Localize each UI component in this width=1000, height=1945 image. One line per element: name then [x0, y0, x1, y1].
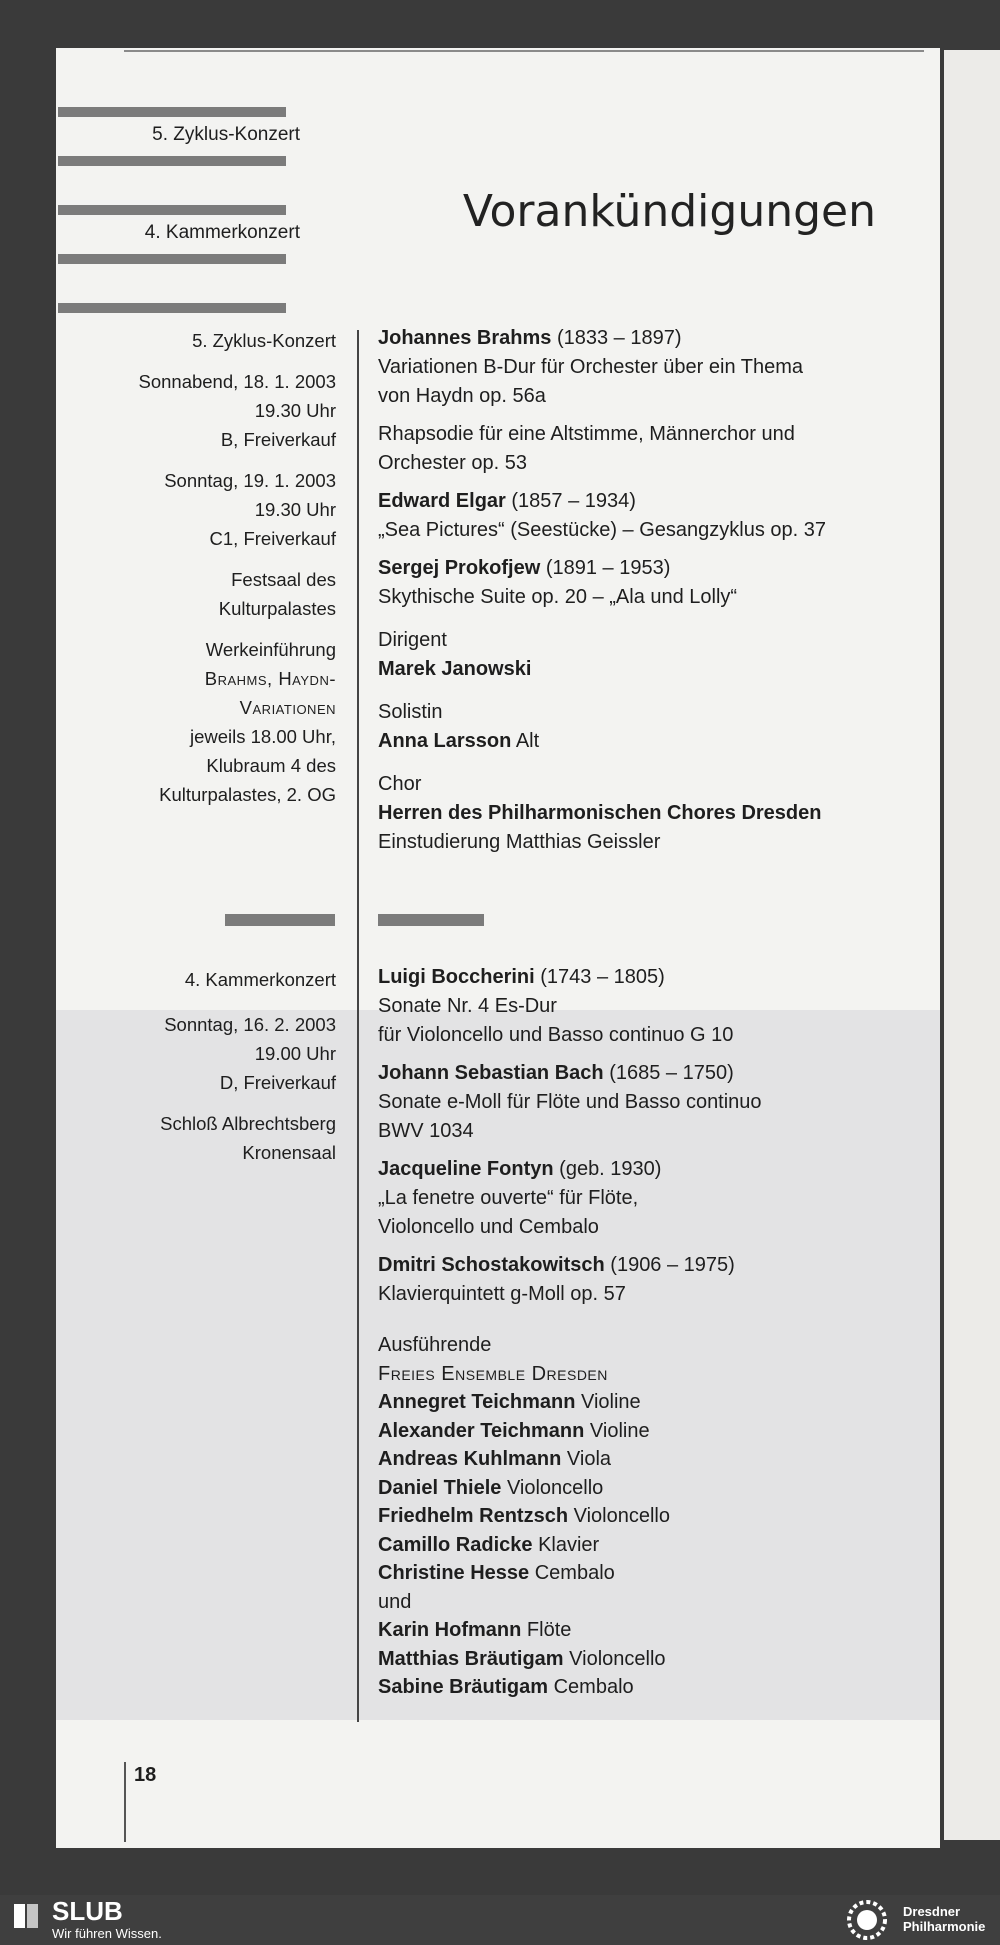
intro-text: jeweils 18.00 Uhr,: [189, 726, 336, 747]
composer-name: Luigi Boccherini: [378, 966, 535, 988]
choir-name: Herren des Philharmonischen Chores Dresden: [378, 802, 822, 824]
composer-dates: (1906 – 1975): [610, 1254, 735, 1276]
tab-label-zyklus: 5. Zyklus-Konzert: [152, 124, 300, 145]
series-label: 4. Kammerkonzert: [184, 969, 336, 990]
top-rule: [124, 50, 924, 52]
work-title: „Sea Pictures“ (Seestücke) – Gesangzyklus op. 37: [378, 519, 826, 541]
musician-name: Camillo Radicke: [378, 1533, 533, 1556]
work-title: Orchester op. 53: [378, 452, 527, 474]
logo-line: Philharmonie: [903, 1919, 986, 1934]
work-title: Violoncello und Cembalo: [378, 1216, 599, 1238]
composer-dates: (geb. 1930): [559, 1158, 662, 1180]
ticket-text: B, Freiverkauf: [220, 429, 336, 450]
musician-name: Christine Hesse: [378, 1562, 530, 1584]
intro-text: Kulturpalastes, 2. OG: [159, 784, 336, 805]
composer-dates: (1891 – 1953): [545, 557, 671, 579]
musician-instrument: Violoncello: [573, 1505, 670, 1527]
role-label: Ausführende: [378, 1334, 492, 1356]
time-text: 19.30 Uhr: [254, 499, 336, 520]
composer-name: Edward Elgar: [378, 490, 506, 512]
intro-text: Werkeinführung: [205, 639, 336, 660]
conductor-name: Marek Janowski: [378, 658, 532, 680]
composer-dates: (1685 – 1750): [609, 1062, 734, 1084]
musician-instrument: Violine: [581, 1391, 641, 1413]
work-title: „La fenetre ouverte“ für Flöte,: [378, 1187, 639, 1209]
guest-instrument: Violoncello: [569, 1647, 666, 1670]
concert2-info: [36, 965, 336, 1179]
guest-instrument: Flöte: [526, 1619, 572, 1641]
work-title: Skythische Suite op. 20 – „Ala und Lolly“: [378, 586, 738, 608]
section-separator: [225, 914, 335, 926]
musician-instrument: Violine: [589, 1419, 650, 1442]
date-text: Sonnabend, 18. 1. 2003: [138, 371, 336, 392]
venue-text: Kronensaal: [242, 1142, 336, 1163]
intro-text: Klubraum 4 des: [206, 755, 336, 776]
musician-name: Andreas Kuhlmann: [378, 1448, 562, 1470]
guest-name: Matthias Bräutigam: [378, 1647, 564, 1670]
intro-text: Variationen: [239, 697, 336, 718]
section-separator: [378, 914, 484, 926]
musician-name: Daniel Thiele: [378, 1476, 502, 1499]
choir-director: Einstudierung Matthias Geissler: [378, 831, 661, 853]
page-number: 18: [134, 1764, 157, 1786]
facing-page-edge: [944, 50, 1000, 1840]
and-text: und: [378, 1590, 412, 1613]
work-title: Rhapsodie für eine Altstimme, Männerchor und: [378, 423, 795, 445]
date-text: Sonntag, 16. 2. 2003: [164, 1014, 336, 1035]
series-label: 5. Zyklus-Konzert: [192, 330, 336, 351]
ticket-text: C1, Freiverkauf: [209, 528, 336, 549]
work-title: Klavierquintett g-Moll op. 57: [378, 1283, 626, 1305]
slub-logo-text: SLUB: [52, 1896, 123, 1926]
work-title: BWV 1034: [378, 1120, 474, 1142]
composer-name: Johannes Brahms: [378, 327, 552, 349]
philharmonie-logo-icon: [842, 1900, 892, 1940]
voice-type: Alt: [515, 730, 540, 752]
musician-name: Alexander Teichmann: [378, 1419, 585, 1442]
work-title: für Violoncello und Basso continuo G 10: [378, 1024, 734, 1046]
role-label: Dirigent: [378, 629, 447, 651]
musician-name: Friedhelm Rentzsch: [378, 1505, 569, 1527]
column-divider: [357, 330, 359, 1722]
tab-stripe: [58, 303, 286, 313]
composer-name: Jacqueline Fontyn: [378, 1158, 554, 1180]
tab-stripe: [58, 205, 286, 215]
venue-text: Kulturpalastes: [218, 598, 336, 619]
role-label: Solistin: [378, 701, 443, 723]
guest-name: Karin Hofmann: [378, 1619, 522, 1641]
musician-instrument: Violoncello: [506, 1476, 604, 1499]
slub-logo-icon: [12, 1902, 40, 1930]
musician-instrument: Viola: [566, 1448, 612, 1470]
philharmonie-logo-text: [903, 1904, 985, 1934]
ensemble-name: Freies Ensemble Dresden: [378, 1362, 608, 1385]
ticket-text: D, Freiverkauf: [219, 1072, 336, 1093]
composer-dates: (1833 – 1897): [556, 327, 682, 349]
tab-stripe: [58, 254, 286, 264]
page-number-rule: [124, 1762, 126, 1842]
guest-name: Sabine Bräutigam: [378, 1676, 549, 1698]
venue-text: Schloß Albrechtsberg: [160, 1113, 336, 1134]
work-title: von Haydn op. 56a: [378, 385, 546, 407]
intro-text: Brahms, Haydn-: [204, 668, 336, 689]
musician-name: Annegret Teichmann: [378, 1391, 576, 1413]
musician-instrument: Cembalo: [534, 1562, 615, 1584]
time-text: 19.00 Uhr: [254, 1043, 336, 1064]
tab-label-kammer: 4. Kammerkonzert: [144, 222, 300, 243]
composer-name: Johann Sebastian Bach: [378, 1062, 604, 1084]
tab-stripe: [58, 107, 286, 117]
work-title: Variationen B-Dur für Orchester über ein Thema: [378, 356, 804, 378]
footer-bar: [0, 1895, 1000, 1945]
concert1-program: [378, 324, 908, 866]
venue-text: Festsaal des: [231, 569, 336, 590]
musician-instrument: Klavier: [538, 1533, 600, 1556]
composer-dates: (1743 – 1805): [540, 966, 665, 988]
role-label: Chor: [378, 773, 422, 795]
page-title: Vorankündigungen: [462, 186, 876, 237]
slub-tagline: Wir führen Wissen.: [52, 1926, 162, 1941]
time-text: 19.30 Uhr: [254, 400, 336, 421]
work-title: Sonate Nr. 4 Es-Dur: [378, 995, 557, 1017]
date-text: Sonntag, 19. 1. 2003: [164, 470, 336, 491]
soloist-name: Anna Larsson: [378, 730, 512, 752]
tab-stripe: [58, 156, 286, 166]
guest-instrument: Cembalo: [553, 1676, 634, 1698]
composer-dates: (1857 – 1934): [511, 490, 636, 512]
work-title: Sonate e-Moll für Flöte und Basso continuo: [378, 1091, 762, 1113]
composer-name: Dmitri Schostakowitsch: [378, 1254, 605, 1276]
composer-name: Sergej Prokofjew: [378, 557, 541, 579]
concert2-program: [378, 963, 908, 1711]
logo-line: Dresdner: [903, 1904, 961, 1919]
concert1-info: [36, 326, 336, 821]
